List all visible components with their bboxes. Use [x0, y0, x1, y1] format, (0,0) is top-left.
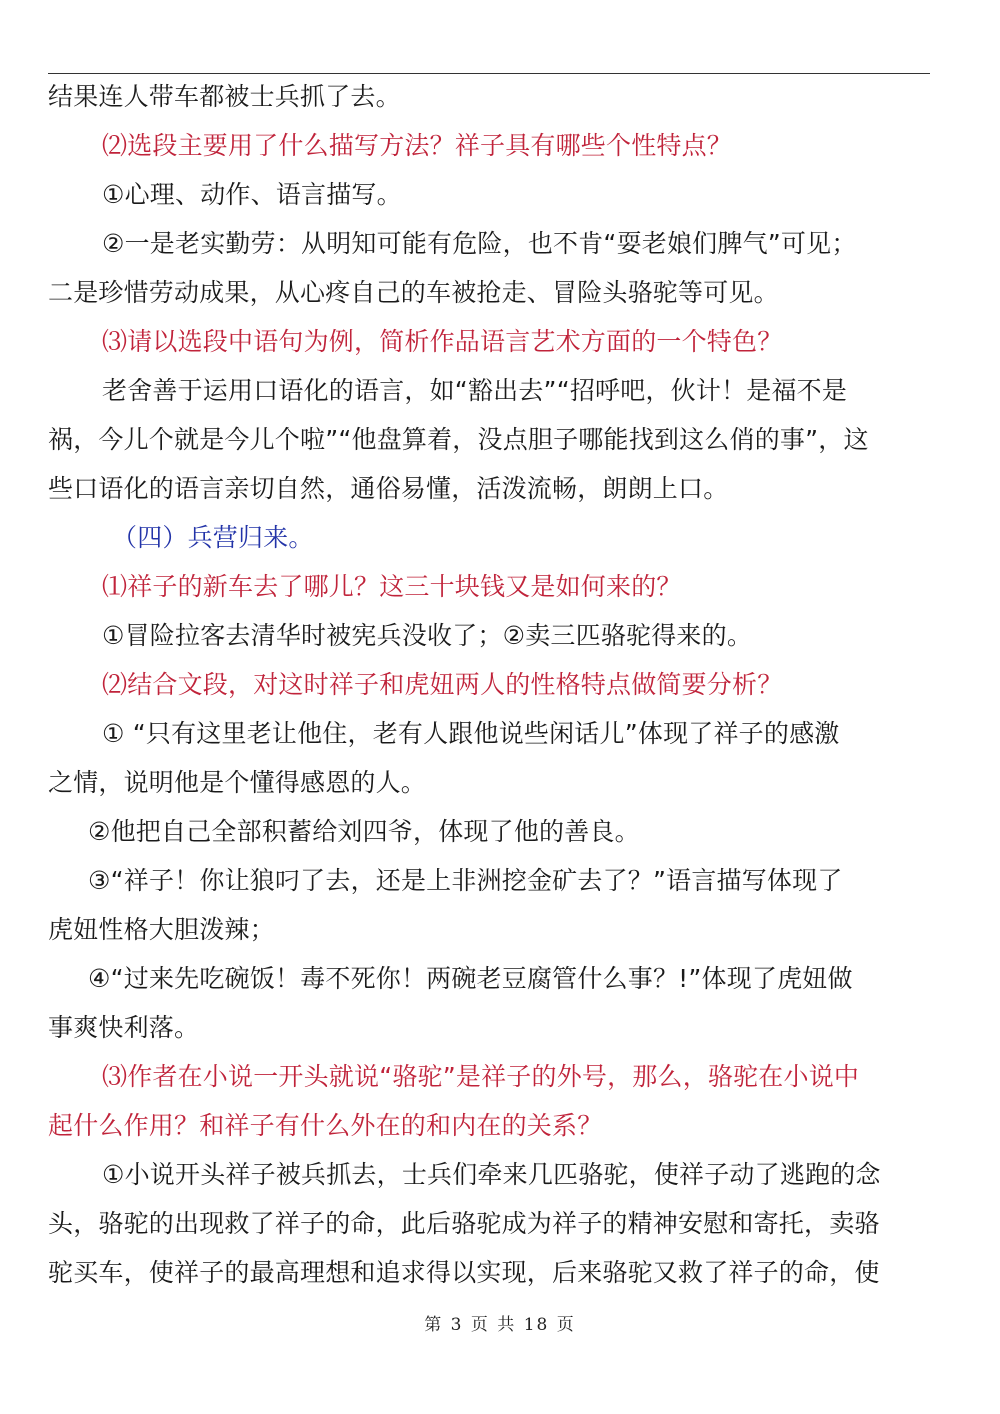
answer-line: 老舍善于运用口语化的语言，如“豁出去”“招呼吧，伙计！是福不是: [102, 376, 848, 405]
answer-line: 二是珍惜劳动成果，从心疼自己的车被抢走、冒险头骆驼等可见。: [48, 278, 779, 307]
answer-line: 之情，说明他是个懂得感恩的人。: [48, 768, 427, 797]
answer-line: 驼买车，使祥子的最高理想和追求得以实现，后来骆驼又救了祥子的命，使: [48, 1258, 880, 1287]
answer-line: 祸，今儿个就是今儿个啦”“他盘算着，没点胆子哪能找到这么俏的事”，这: [48, 425, 869, 454]
body-line: 结果连人带车都被士兵抓了去。: [48, 82, 401, 111]
answer-line: 虎妞性格大胆泼辣；: [48, 915, 275, 944]
answer-line: ①冒险拉客去清华时被宪兵没收了；②卖三匹骆驼得来的。: [102, 621, 753, 650]
question-line: 起什么作用？和祥子有什么外在的和内在的关系？: [48, 1111, 603, 1140]
question-line: ⑴祥子的新车去了哪儿？这三十块钱又是如何来的？: [102, 572, 682, 601]
answer-line: ①心理、动作、语言描写。: [102, 180, 402, 209]
answer-line: ③“祥子！你让狼叼了去，还是上非洲挖金矿去了？”语言描写体现了: [88, 866, 843, 895]
answer-line: 些口语化的语言亲切自然，通俗易懂，活泼流畅，朗朗上口。: [48, 474, 729, 503]
answer-line: 事爽快利落。: [48, 1013, 200, 1042]
answer-line: ①小说开头祥子被兵抓去，士兵们牵来几匹骆驼，使祥子动了逃跑的念: [102, 1160, 881, 1189]
question-line: ⑵结合文段，对这时祥子和虎妞两人的性格特点做简要分析？: [102, 670, 783, 699]
question-line: ⑵选段主要用了什么描写方法？祥子具有哪些个性特点？: [102, 131, 733, 160]
answer-line: ④“过来先吃碗饭！毒不死你！两碗老豆腐管什么事？!”体现了虎妞做: [88, 964, 853, 993]
question-line: ⑶请以选段中语句为例，简析作品语言艺术方面的一个特色？: [102, 327, 783, 356]
question-line: ⑶作者在小说一开头就说“骆驼”是祥子的外号，那么，骆驼在小说中: [102, 1062, 860, 1091]
document-body: [48, 72, 930, 1297]
answer-line: ① “只有这里老让他住，老有人跟他说些闲话儿”体现了祥子的感激: [102, 719, 840, 748]
answer-line: ②一是老实勤劳：从明知可能有危险，也不肯“耍老娘们脾气”可见；: [102, 229, 857, 258]
answer-line: ②他把自己全部积蓄给刘四爷，体现了他的善良。: [88, 817, 640, 846]
section-heading: （四）兵营归来。: [112, 523, 314, 552]
page-number: 第 3 页 共 18 页: [424, 1315, 576, 1335]
answer-line: 头，骆驼的出现救了祥子的命，此后骆驼成为祥子的精神安慰和寄托，卖骆: [48, 1209, 880, 1238]
